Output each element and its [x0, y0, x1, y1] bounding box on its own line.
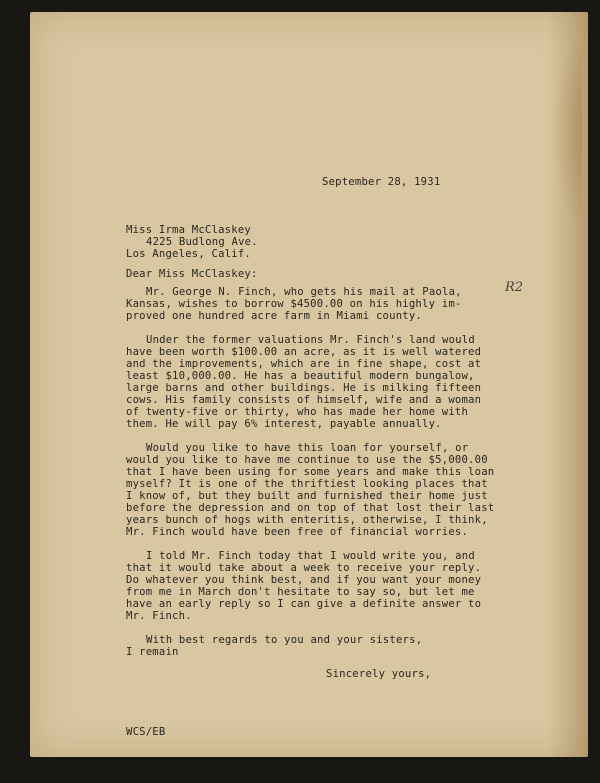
body-line: would you like to have me continue to use the $5,000.00 [126, 454, 488, 466]
body-line: have been worth $100.00 an acre, as it is well watered [126, 346, 482, 358]
body-line: Under the former valuations Mr. Finch's land would [146, 334, 475, 346]
body-line: of twenty-five or thirty, who has made her home with [126, 406, 469, 418]
body-line: cows. His family consists of himself, wife and a woman [126, 394, 482, 406]
body-line: large barns and other buildings. He is milking fifteen [126, 382, 482, 394]
salutation: Dear Miss McClaskey: [126, 268, 258, 280]
body-line: them. He will pay 6% interest, payable annually. [126, 418, 442, 430]
body-line: Kansas, wishes to borrow $4500.00 on his highly im- [126, 298, 462, 310]
body-line: Mr. Finch would have been free of financial worries. [126, 526, 469, 538]
closing: Sincerely yours, [326, 668, 432, 680]
letter-date: September 28, 1931 [322, 176, 441, 188]
body-line: myself? It is one of the thriftiest looking places that [126, 478, 488, 490]
body-line: least $10,000.00. He has a beautiful modern bungalow, [126, 370, 475, 382]
recipient-name: Miss Irma McClaskey [126, 224, 251, 236]
body-line: Would you like to have this loan for yourself, or [146, 442, 469, 454]
body-line: Mr. George N. Finch, who gets his mail at Paola, [146, 286, 462, 298]
body-line: Mr. Finch. [126, 610, 192, 622]
body-line: Do whatever you think best, and if you want your money [126, 574, 482, 586]
recipient-street: 4225 Budlong Ave. [146, 236, 258, 248]
body-line: I told Mr. Finch today that I would write you, and [146, 550, 475, 562]
body-line: from me in March don't hesitate to say so, but let me [126, 586, 475, 598]
handwritten-annotation: R2 [505, 280, 524, 295]
body-line: years bunch of hogs with enteritis, otherwise, I think, [126, 514, 488, 526]
body-line: before the depression and on top of that lost their last [126, 502, 495, 514]
recipient-city: Los Angeles, Calif. [126, 248, 251, 260]
body-line: With best regards to you and your sisters, [146, 634, 423, 646]
body-line: proved one hundred acre farm in Miami county. [126, 310, 423, 322]
body-line: that it would take about a week to receive your reply. [126, 562, 482, 574]
body-line: and the improvements, which are in fine shape, cost at [126, 358, 482, 370]
body-line: I remain [126, 646, 179, 658]
body-line: that I have been using for some years and make this loan [126, 466, 495, 478]
paper-stain [552, 32, 582, 232]
typist-initials: WCS/EB [126, 726, 166, 738]
body-line: I know of, but they built and furnished their home just [126, 490, 488, 502]
body-line: have an early reply so I can give a definite answer to [126, 598, 482, 610]
